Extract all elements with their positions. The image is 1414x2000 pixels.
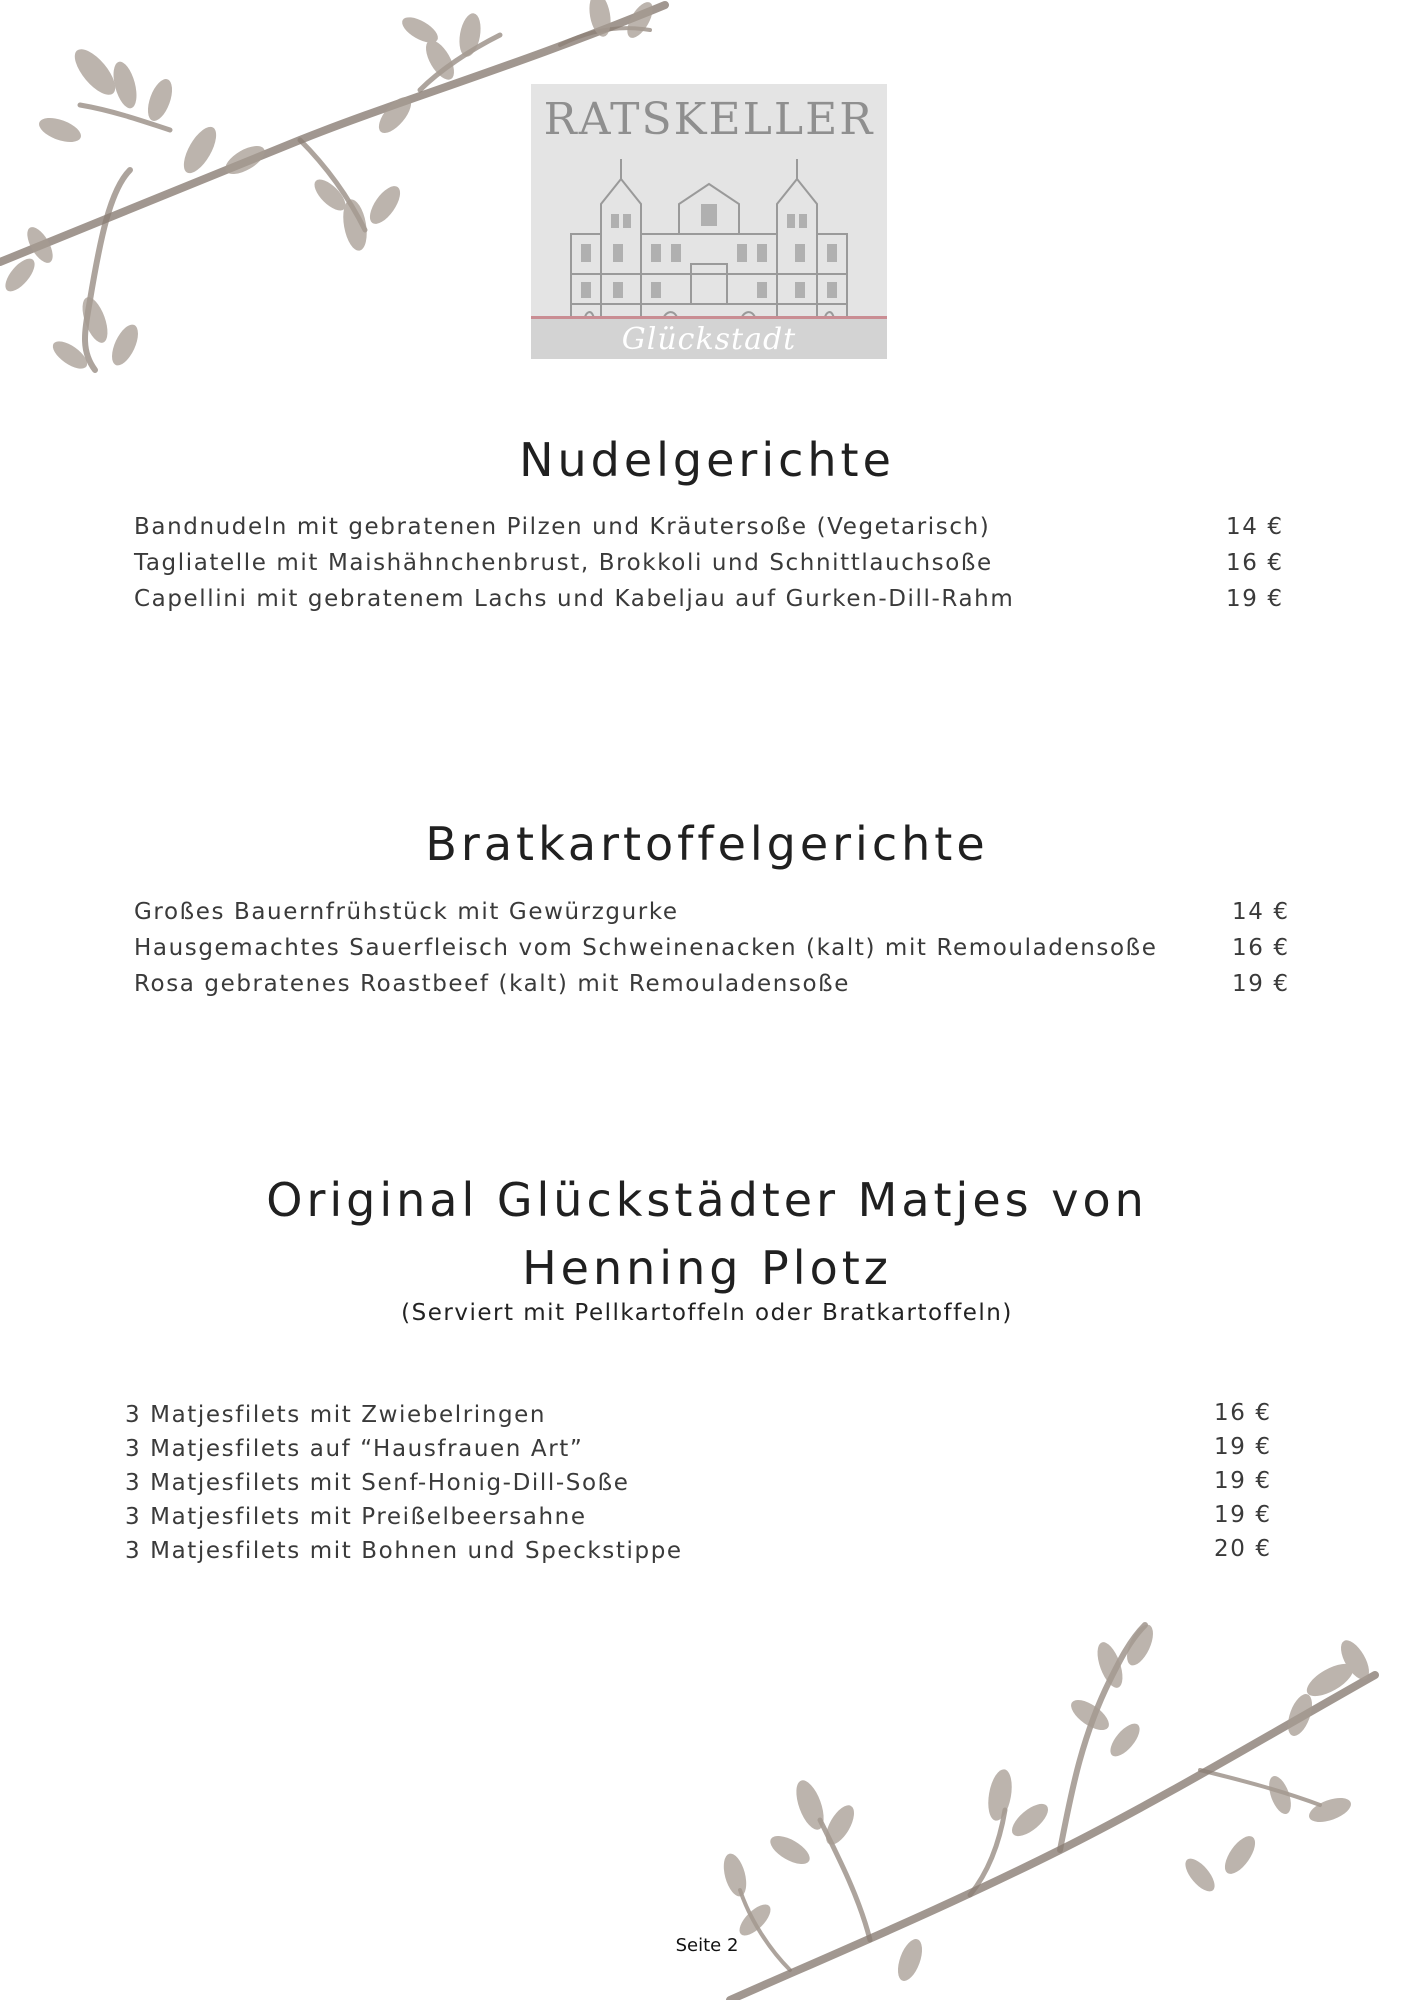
- menu-item-name: Großes Bauernfrühstück mit Gewürzgurke: [134, 899, 679, 925]
- menu-item-name: 3 Matjesfilets mit Zwiebelringen: [125, 1402, 547, 1428]
- menu-item-name: 3 Matjesfilets mit Bohnen und Speckstippe: [125, 1538, 683, 1564]
- menu-item-price: 14 €: [1232, 899, 1290, 925]
- menu-item-price: 19 €: [1232, 971, 1290, 997]
- menu-item-name: Rosa gebratenes Roastbeef (kalt) mit Remouladensoße: [134, 971, 850, 997]
- menu-item-price: 19 €: [1214, 1434, 1272, 1460]
- menu-item-name: 3 Matjesfilets auf “Hausfrauen Art”: [125, 1436, 584, 1462]
- menu-item-price: 16 €: [1214, 1400, 1272, 1426]
- page-number: Seite 2: [675, 1935, 739, 1956]
- section-subtitle-matjes: (Serviert mit Pellkartoffeln oder Bratkartoffeln): [401, 1300, 1013, 1326]
- menu-item: [134, 971, 1290, 1007]
- menu-item: [134, 899, 1290, 935]
- section-title-nudelgerichte: Nudelgerichte: [519, 433, 895, 487]
- menu-item-name: Hausgemachtes Sauerfleisch vom Schweinenacken (kalt) mit Remouladensoße: [134, 935, 1158, 961]
- menu-item: [134, 935, 1290, 971]
- menu-item-price: 19 €: [1214, 1502, 1272, 1528]
- building-illustration: [561, 144, 857, 334]
- menu-item: [125, 1436, 1285, 1470]
- menu-item-price: 16 €: [1232, 935, 1290, 961]
- section-title-matjes-line2: Henning Plotz: [522, 1241, 892, 1295]
- menu-item-price: 19 €: [1226, 586, 1284, 612]
- menu-item: [125, 1402, 1285, 1436]
- menu-item-price: 20 €: [1214, 1536, 1272, 1562]
- menu-list-bratkartoffelgerichte: [134, 899, 1290, 1007]
- menu-item: [134, 514, 1284, 550]
- menu-item: [125, 1538, 1285, 1572]
- menu-list-nudelgerichte: [134, 514, 1284, 622]
- section-title-matjes-line1: Original Glückstädter Matjes von: [266, 1173, 1148, 1227]
- menu-item-name: 3 Matjesfilets mit Preißelbeersahne: [125, 1504, 587, 1530]
- menu-item: [134, 550, 1284, 586]
- menu-item-price: 14 €: [1226, 514, 1284, 540]
- menu-item: [125, 1470, 1285, 1504]
- menu-item-name: Capellini mit gebratenem Lachs und Kabeljau auf Gurken-Dill-Rahm: [134, 586, 1015, 612]
- menu-item: [125, 1504, 1285, 1538]
- menu-item-name: 3 Matjesfilets mit Senf-Honig-Dill-Soße: [125, 1470, 630, 1496]
- menu-item-price: 16 €: [1226, 550, 1284, 576]
- ratskeller-logo: [531, 84, 887, 359]
- logo-title: RATSKELLER: [543, 94, 875, 145]
- menu-item-name: Bandnudeln mit gebratenen Pilzen und Kräutersoße (Vegetarisch): [134, 514, 991, 540]
- menu-list-matjes: [125, 1402, 1285, 1572]
- menu-item-price: 19 €: [1214, 1468, 1272, 1494]
- section-title-bratkartoffelgerichte: Bratkartoffelgerichte: [425, 817, 989, 871]
- menu-item-name: Tagliatelle mit Maishähnchenbrust, Brokkoli und Schnittlauchsoße: [134, 550, 993, 576]
- logo-subtitle: Glückstadt: [621, 322, 797, 357]
- menu-item: [134, 586, 1284, 622]
